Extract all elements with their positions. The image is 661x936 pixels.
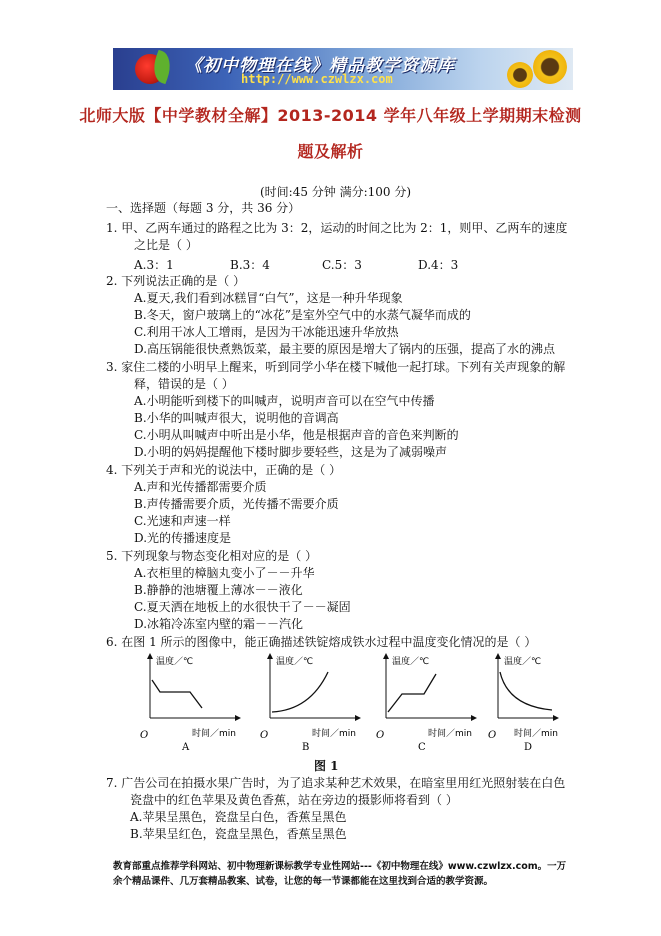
footer-line-1: 教育部重点推荐学科网站、初中物理新课标教学专业性网站---《初中物理在线》www.czwlzx.com。一万 bbox=[113, 861, 567, 872]
graph-c-xlabel: 时间／min bbox=[428, 729, 472, 739]
graph-a-xlabel: 时间／min bbox=[192, 729, 236, 739]
graph-c-label: C bbox=[418, 742, 426, 753]
question-3-option-c: C.小明从叫喊声中听出是小华，他是根据声音的音色来判断的 bbox=[134, 428, 459, 442]
graph-b-label: B bbox=[302, 742, 310, 753]
question-1-option-c: C.5：3 bbox=[322, 258, 362, 272]
graph-b-curve bbox=[272, 672, 328, 712]
question-2-stem: 2. 下列说法正确的是（ ） bbox=[106, 274, 246, 288]
figure-caption: 图 1 bbox=[314, 759, 339, 773]
graph-d-origin: O bbox=[488, 730, 497, 741]
question-6-stem: 6. 在图 1 所示的图像中，能正确描述铁锭熔成铁水过程中温度变化情况的是（ ） bbox=[106, 635, 537, 649]
graph-d-xlabel: 时间／min bbox=[514, 729, 558, 739]
graph-a-origin: O bbox=[140, 730, 149, 741]
question-4-option-b: B.声传播需要介质，光传播不需要介质 bbox=[134, 497, 339, 511]
exam-time-info: (时间:45 分钟 满分:100 分) bbox=[260, 185, 412, 199]
question-7-option-b: B.苹果呈红色，瓷盘呈黑色，香蕉呈黑色 bbox=[130, 827, 347, 841]
page-title: 北师大版【中学教材全解】2013-2014 学年八年级上学期期末检测 bbox=[79, 106, 582, 125]
graph-d-label: D bbox=[524, 742, 533, 753]
question-1-stem: 1. 甲、乙两车通过的路程之比为 3：2，运动的时间之比为 2：1，则甲、乙两车的速度 bbox=[106, 221, 568, 235]
graph-c-curve bbox=[388, 674, 436, 712]
banner-title: 《初中物理在线》精品教学资源库 bbox=[185, 56, 455, 76]
question-5-option-d: D.冰箱冷冻室内壁的霜－－汽化 bbox=[134, 617, 304, 631]
graph-d-curve bbox=[500, 672, 552, 710]
graph-b-xlabel: 时间／min bbox=[312, 729, 356, 739]
graph-c-origin: O bbox=[376, 730, 385, 741]
graph-d-ylabel: 温度／℃ bbox=[504, 657, 542, 667]
question-3-option-a: A.小明能听到楼下的叫喊声，说明声音可以在空气中传播 bbox=[134, 394, 435, 408]
page-title-continued: 题及解析 bbox=[297, 142, 364, 161]
question-1-option-d: D.4：3 bbox=[418, 258, 459, 272]
question-7-stem-cont: 瓷盘中的红色苹果及黄色香蕉，站在旁边的摄影师将看到（ ） bbox=[130, 793, 458, 807]
question-2-option-a: A.夏天,我们看到冰糕冒“白气”，这是一种升华现象 bbox=[134, 291, 403, 305]
graph-a-curve bbox=[152, 680, 202, 708]
question-2-option-d: D.高压锅能很快煮熟饭菜，最主要的原因是增大了锅内的压强，提高了水的沸点 bbox=[134, 342, 556, 356]
footer-line-2: 余个精品课件、几万套精品教案、试卷，让您的每一节课都能在这里找到合适的教学资源。 bbox=[113, 876, 494, 887]
question-1-stem-cont: 之比是（ ） bbox=[134, 238, 198, 252]
question-7-stem: 7. 广告公司在拍摄水果广告时，为了追求某种艺术效果，在暗室里用红光照射装在白色 bbox=[106, 776, 566, 790]
graph-panel-d[interactable] bbox=[488, 654, 558, 753]
temperature-time-graphs bbox=[140, 650, 560, 755]
site-banner bbox=[113, 48, 573, 90]
question-5-option-a: A.衣柜里的樟脑丸变小了－－升华 bbox=[134, 566, 315, 580]
question-2-option-b: B.冬天，窗户玻璃上的“冰花”是室外空气中的水蒸气凝华而成的 bbox=[134, 308, 471, 322]
question-3-stem-cont: 释，错误的是（ ） bbox=[134, 377, 234, 391]
section-title: 一、选择题（每题 3 分，共 36 分） bbox=[106, 201, 301, 215]
question-2-option-c: C.利用干冰人工增雨，是因为干冰能迅速升华放热 bbox=[134, 325, 399, 339]
graph-panel-a[interactable] bbox=[140, 654, 240, 753]
question-4-option-c: C.光速和声速一样 bbox=[134, 514, 231, 528]
question-5-stem: 5. 下列现象与物态变化相对应的是（ ） bbox=[106, 549, 318, 563]
question-1-option-a: A.3：1 bbox=[134, 258, 174, 272]
question-3-option-b: B.小华的叫喊声很大，说明他的音调高 bbox=[134, 411, 339, 425]
question-4-option-a: A.声和光传播都需要介质 bbox=[134, 480, 267, 494]
graph-b-origin: O bbox=[260, 730, 269, 741]
sunflower-icon bbox=[533, 50, 567, 84]
question-5-option-b: B.静静的池塘覆上薄冰－－液化 bbox=[134, 583, 303, 597]
graph-b-ylabel: 温度／℃ bbox=[276, 657, 314, 667]
graph-a-label: A bbox=[182, 742, 190, 753]
question-4-option-d: D.光的传播速度是 bbox=[134, 531, 232, 545]
sunflower-icon bbox=[507, 62, 533, 88]
graph-panel-b[interactable] bbox=[260, 654, 360, 753]
question-7-option-a: A.苹果呈黑色，瓷盘呈白色，香蕉呈黑色 bbox=[130, 810, 347, 824]
graph-a-ylabel: 温度／℃ bbox=[156, 657, 194, 667]
question-4-stem: 4. 下列关于声和光的说法中，正确的是（ ） bbox=[106, 463, 342, 477]
banner-url[interactable]: http://www.czwlzx.com bbox=[241, 72, 393, 86]
question-1-option-b: B.3：4 bbox=[230, 258, 270, 272]
question-3-stem: 3. 家住二楼的小明早上醒来，听到同学小华在楼下喊他一起打球。下列有关声现象的解 bbox=[106, 360, 566, 374]
graph-c-ylabel: 温度／℃ bbox=[392, 657, 430, 667]
question-5-option-c: C.夏天洒在地板上的水很快干了－－凝固 bbox=[134, 600, 351, 614]
question-3-option-d: D.小明的妈妈提醒他下楼时脚步要轻些，这是为了减弱噪声 bbox=[134, 445, 448, 459]
graph-panel-c[interactable] bbox=[376, 654, 476, 753]
